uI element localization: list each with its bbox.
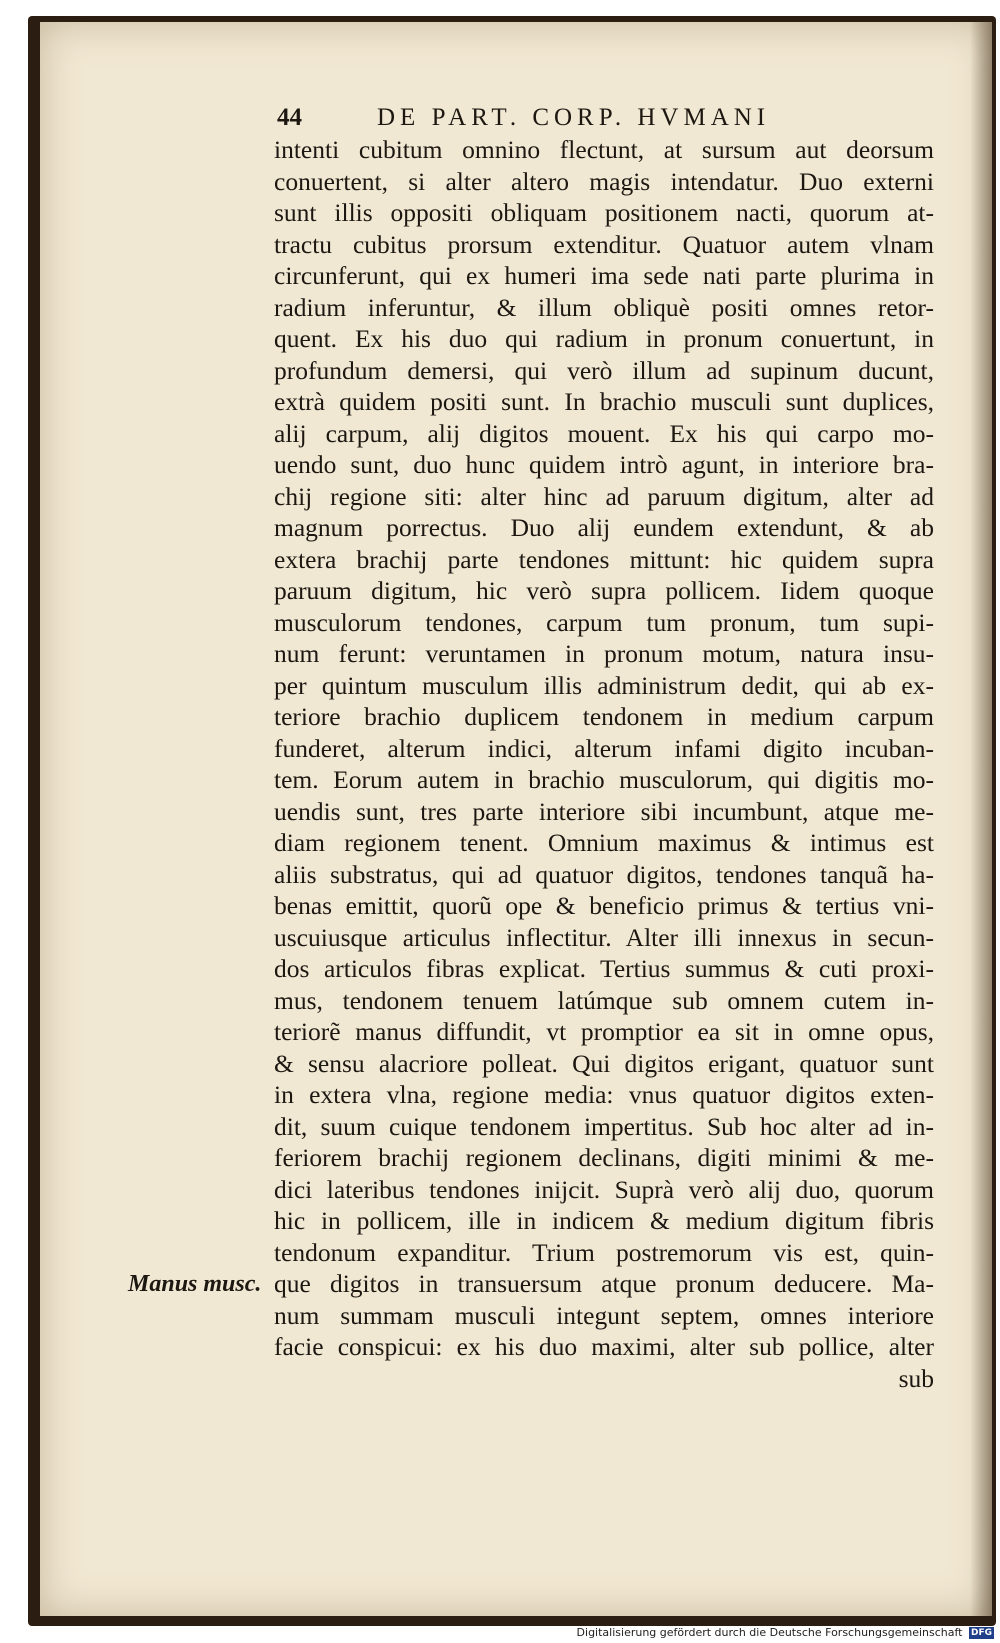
text-line: num summam musculi integunt septem, omnes interiore (274, 1300, 934, 1330)
text-line: teriorẽ manus diffundit, vt promptior ea sit in omne opus, (274, 1017, 934, 1046)
running-head (277, 104, 927, 132)
text-line: diam regionem tenent. Omnium maximus & intimus est (274, 828, 934, 857)
text-line: num ferunt: veruntamen in pronum motum, natura insu- (274, 639, 934, 668)
page-gutter-shadow (970, 22, 992, 1616)
text-line: uendo sunt, duo hunc quidem intrò agunt, in interiore bra- (274, 450, 934, 479)
text-line: dit, suum cuique tendonem impertitus. Sub hoc alter ad in- (274, 1111, 934, 1141)
text-line: hic in pollicem, ille in indicem & medium digitum fibris (274, 1206, 934, 1235)
text-line: tem. Eorum autem in brachio musculorum, qui digitis mo- (274, 765, 934, 794)
text-line: feriorem brachij regionem declinans, digiti minimi & me- (274, 1143, 934, 1172)
text-line: & sensu alacriore polleat. Qui digitos erigant, quatuor sunt (274, 1048, 934, 1078)
text-line: tractu cubitus prorsum extenditur. Quatuor autem vlnam (274, 229, 934, 259)
text-line: circunferunt, qui ex humeri ima sede nati parte plurima in (274, 261, 934, 290)
digitization-footer (577, 1626, 994, 1640)
text-line: per quintum musculum illis administrum dedit, qui ab ex- (274, 670, 934, 700)
footer-text: Digitalisierung gefördert durch die Deutsche Forschungsgemeinschaft (576, 1626, 963, 1639)
text-line: quent. Ex his duo qui radium in pronum conuertunt, in (274, 324, 934, 353)
text-line: alij carpum, alij digitos mouent. Ex his qui carpo mo- (274, 418, 934, 448)
text-line: sunt illis oppositi obliquam positionem nacti, quorum at- (274, 198, 934, 227)
text-line: extrà quidem positi sunt. In brachio musculi sunt duplices, (274, 387, 934, 416)
text-line: conuertent, si alter altero magis intendatur. Duo externi (274, 166, 934, 196)
text-line: chij regione siti: alter hinc ad paruum digitum, alter ad (274, 481, 934, 511)
text-line: intenti cubitum omnino flectunt, at sursum aut deorsum (274, 135, 934, 164)
text-line: profundum demersi, qui verò illum ad supinum ducunt, (274, 355, 934, 385)
dfg-logo: DFG (970, 1628, 992, 1638)
text-line: benas emittit, quorũ ope & beneficio primus & tertius vni- (274, 891, 934, 920)
text-line: teriore brachio duplicem tendonem in medium carpum (274, 702, 934, 731)
text-line: radium inferuntur, & illum obliquè positi omnes retor- (274, 292, 934, 322)
text-line: dos articulos fibras explicat. Tertius summus & cuti proxi- (274, 954, 934, 983)
text-line: funderet, alterum indici, alterum infami digito incuban- (274, 733, 934, 763)
text-line: facie conspicui: ex his duo maximi, alter sub pollice, alter (274, 1332, 934, 1361)
marginal-note: Manus musc. (128, 1271, 262, 1297)
text-line: que digitos in transuersum atque pronum deducere. Ma- (274, 1269, 934, 1298)
catchword: sub (898, 1363, 934, 1393)
text-line: uendis sunt, tres parte interiore sibi incumbunt, atque me- (274, 796, 934, 826)
text-line: mus, tendonem tenuem latúmque sub omnem cutem in- (274, 985, 934, 1015)
running-title: DE PART. CORP. HVMANI (377, 104, 771, 131)
text-line: magnum porrectus. Duo alij eundem extendunt, & ab (274, 513, 934, 542)
text-line: in extera vlna, regione media: vnus quatuor digitos exten- (274, 1080, 934, 1109)
page-number: 44 (277, 104, 302, 131)
text-line: aliis substratus, qui ad quatuor digitos, tendones tanquã ha- (274, 859, 934, 889)
text-line: extera brachij parte tendones mittunt: hic quidem supra (274, 544, 934, 574)
text-line: dici lateribus tendones inijcit. Suprà verò alij duo, quorum (274, 1174, 934, 1204)
body-text (274, 134, 934, 1394)
text-line: paruum digitum, hic verò supra pollicem. Iidem quoque (274, 576, 934, 605)
text-line: musculorum tendones, carpum tum pronum, tum supi- (274, 607, 934, 637)
text-line: tendonum expanditur. Trium postremorum vis est, quin- (274, 1237, 934, 1267)
text-line: uscuiusque articulus inflectitur. Alter illi innexus in secun- (274, 922, 934, 952)
